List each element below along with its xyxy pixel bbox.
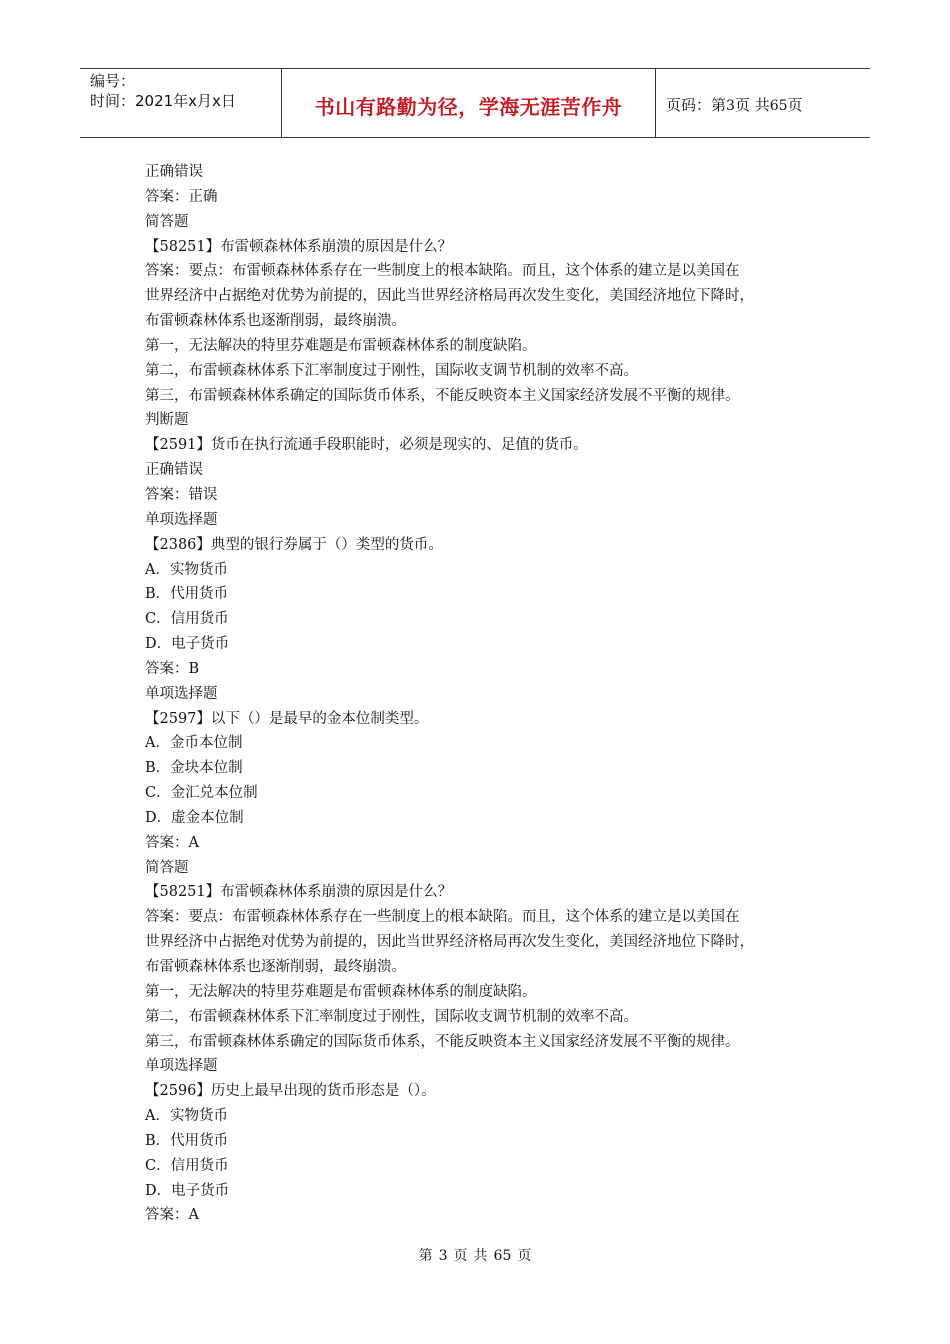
- footer-page-number: 3: [438, 1248, 448, 1264]
- text-line: 布雷顿森林体系也逐渐削弱，最终崩溃。: [145, 959, 406, 975]
- text-line: D．电子货币: [145, 1182, 230, 1199]
- text-line: 简答题: [145, 213, 189, 230]
- text-line: C．信用货币: [145, 1157, 229, 1174]
- header-meta-cell: [80, 69, 282, 137]
- text-line: 判断题: [145, 412, 189, 429]
- text-line: B．代用货币: [145, 586, 229, 603]
- text-line: D．虚金本位制: [145, 809, 244, 826]
- text-line: A．实物货币: [145, 1108, 228, 1125]
- text-line: 【2596】历史上最早出现的货币形态是（）。: [145, 1083, 436, 1100]
- footer-page-total: 65: [493, 1248, 512, 1264]
- text-line: 答案：B: [145, 660, 200, 677]
- text-line: A．金币本位制: [145, 735, 243, 752]
- header-page-cell: [656, 69, 870, 137]
- text-line: 单项选择题: [145, 685, 218, 702]
- text-line: 【2386】典型的银行券属于（）类型的货币。: [145, 536, 443, 553]
- document-body: [145, 160, 845, 1228]
- text-line: 【2597】以下（）是最早的金本位制类型。: [145, 710, 429, 727]
- text-line: 答案：正确: [145, 188, 218, 205]
- text-line: D．电子货币: [145, 636, 230, 653]
- text-line: 单项选择题: [145, 1058, 218, 1075]
- text-line: 答案：错误: [145, 486, 218, 503]
- page-header: [80, 68, 870, 138]
- header-motto: 书山有路勤为径，学海无涯苦作舟: [314, 95, 623, 119]
- text-line: 正确错误: [145, 164, 203, 180]
- text-line: 【58251】布雷顿森林体系崩溃的原因是什么？: [145, 884, 453, 901]
- text-line: 答案：A: [145, 834, 199, 851]
- text-line: B．金块本位制: [145, 760, 243, 777]
- text-line: 【2591】货币在执行流通手段职能时，必须是现实的、足值的货币。: [145, 437, 588, 454]
- text-line: 第一，无法解决的特里芬难题是布雷顿森林体系的制度缺陷。: [145, 983, 537, 1000]
- text-line: 布雷顿森林体系也逐渐削弱，最终崩溃。: [145, 313, 406, 330]
- text-line: 第三，布雷顿森林体系确定的国际货币体系，不能反映资本主义国家经济发展不平衡的规律。: [145, 1033, 740, 1050]
- text-line: 第二，布雷顿森林体系下汇率制度过于刚性，国际收支调节机制的效率不高。: [145, 362, 638, 379]
- text-line: 简答题: [145, 859, 189, 876]
- text-line: 世界经济中占据绝对优势为前提的，因此当世界经济格局再次发生变化，美国经济地位下降时，: [145, 288, 754, 305]
- document-number-label: 编号：: [90, 72, 136, 90]
- text-line: C．金汇兑本位制: [145, 785, 258, 802]
- header-page-number: 3: [726, 98, 735, 114]
- text-line: 单项选择题: [145, 511, 218, 528]
- text-line: C．信用货币: [145, 611, 229, 628]
- text-line: 第二，布雷顿森林体系下汇率制度过于刚性，国际收支调节机制的效率不高。: [145, 1008, 638, 1025]
- text-line: 答案：要点：布雷顿森林体系存在一些制度上的根本缺陷。而且，这个体系的建立是以美国在: [145, 909, 740, 926]
- header-page-total: 65: [769, 98, 788, 114]
- text-line: 答案：A: [145, 1207, 199, 1224]
- text-line: B．代用货币: [145, 1132, 229, 1149]
- text-line: 【58251】布雷顿森林体系崩溃的原因是什么？: [145, 238, 453, 255]
- header-page-info: 页码：第3页 共65页: [666, 96, 803, 114]
- document-time-label: 时间：2021年x月x日: [90, 92, 236, 110]
- text-line: A．实物货币: [145, 561, 228, 578]
- text-line: 第一，无法解决的特里芬难题是布雷顿森林体系的制度缺陷。: [145, 337, 537, 354]
- header-motto-cell: [282, 69, 656, 137]
- text-line: 答案：要点：布雷顿森林体系存在一些制度上的根本缺陷。而且，这个体系的建立是以美国在: [145, 263, 740, 280]
- text-line: 第三，布雷顿森林体系确定的国际货币体系，不能反映资本主义国家经济发展不平衡的规律。: [145, 387, 740, 404]
- text-line: 世界经济中占据绝对优势为前提的，因此当世界经济格局再次发生变化，美国经济地位下降时，: [145, 934, 754, 951]
- page-footer: 第 3 页 共 65 页: [418, 1248, 532, 1264]
- text-line: 正确错误: [145, 462, 203, 479]
